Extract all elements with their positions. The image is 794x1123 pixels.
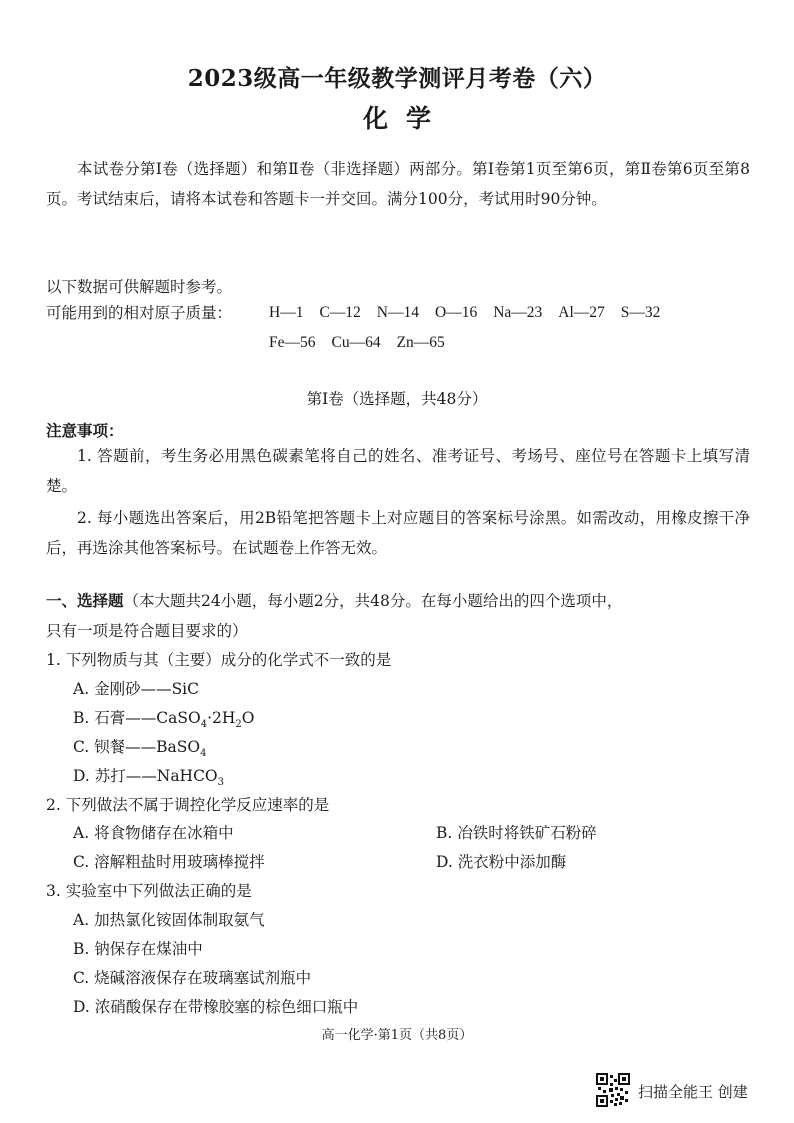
question-1-stem: 1. 下列物质与其（主要）成分的化学式不一致的是 [46, 651, 392, 669]
option-text: 钠保存在煤油中 [94, 940, 203, 958]
atomic-mass-item: Cu—64 [331, 334, 381, 351]
option-text: 浓硝酸保存在带橡胶塞的棕色细口瓶中 [94, 998, 359, 1016]
part1-heading: 第Ⅰ卷（选择题，共48分） [306, 390, 488, 408]
option-text: 金刚砂——SiC [94, 680, 199, 698]
option-text: 加热氯化铵固体制取氨气 [94, 911, 265, 929]
option-text: 冶铁时将铁矿石粉碎 [457, 824, 597, 842]
question-2-option-a [73, 822, 234, 844]
atomic-mass-item: O—16 [435, 304, 478, 321]
option-text: ·2H [207, 709, 236, 727]
atomic-mass-row-2 [269, 332, 461, 354]
atomic-mass-item: Al—27 [558, 304, 605, 321]
reference-note: 以下数据可供解题时参考。 [46, 278, 233, 296]
notice-item-2: 2. 每小题选出答案后，用2B铅笔把答题卡上对应题目的答案标号涂黑。如需改动，用橡皮擦干净后，再选涂其他答案标号。在试题卷上作答无效。 [46, 509, 750, 557]
atomic-mass-row-1 [269, 302, 676, 324]
atomic-mass-item: C—12 [319, 304, 361, 321]
atomic-mass-item: N—14 [376, 304, 419, 321]
question-1-option-d [73, 765, 224, 794]
option-letter: B. [73, 709, 90, 727]
option-letter: C. [73, 969, 90, 987]
exam-title: 2023级高一年级教学测评月考卷（六） [187, 65, 607, 92]
subscript: 4 [200, 748, 207, 760]
option-letter: C. [73, 853, 90, 871]
question-2-option-d [436, 851, 566, 873]
question-3-stem: 3. 实验室中下列做法正确的是 [46, 882, 252, 900]
question-3-option-c [73, 967, 311, 989]
option-text: 将食物储存在冰箱中 [94, 824, 234, 842]
option-letter: A. [73, 911, 90, 929]
notice-title: 注意事项： [46, 422, 124, 440]
option-letter: B. [73, 940, 90, 958]
scanner-watermark: 扫描全能王 创建 [638, 1083, 748, 1101]
subject-title: 化学 [362, 104, 449, 133]
option-text: O [241, 709, 255, 727]
option-text: 石膏——CaSO [94, 709, 201, 727]
option-letter: A. [73, 824, 90, 842]
atomic-mass-label: 可能用到的相对原子质量： [46, 304, 233, 322]
page-footer: 高一化学·第1页（共8页） [321, 1028, 473, 1043]
subscript: 2 [235, 719, 242, 731]
question-2-option-b [436, 822, 597, 844]
option-letter: A. [73, 680, 90, 698]
qr-code-icon [596, 1073, 630, 1107]
notice-item-1: 1. 答题前，考生务必用黑色碳素笔将自己的姓名、准考证号、考场号、座位号在答题卡上填写清楚。 [46, 447, 750, 495]
question-3-option-d [73, 996, 358, 1018]
option-text: 洗衣粉中添加酶 [457, 853, 567, 871]
atomic-mass-item: S—32 [620, 304, 661, 321]
question-1-option-c [73, 736, 207, 765]
section-1-label: 一、选择题 [46, 592, 124, 610]
option-letter: D. [436, 853, 453, 871]
option-text: 苏打——NaHCO [94, 767, 218, 785]
atomic-mass-item: H—1 [269, 304, 304, 321]
subscript: 3 [217, 777, 225, 789]
question-1-option-b [73, 707, 254, 736]
option-letter: D. [73, 767, 90, 785]
question-2-option-c [73, 851, 265, 873]
option-letter: B. [436, 824, 453, 842]
option-letter: D. [73, 998, 90, 1016]
atomic-mass-item: Zn—65 [396, 334, 445, 351]
question-3-option-b [73, 938, 203, 960]
question-3-option-a [73, 909, 265, 931]
option-letter: C. [73, 738, 90, 756]
option-text: 烧碱溶液保存在玻璃塞试剂瓶中 [94, 969, 312, 987]
atomic-mass-item: Na—23 [493, 304, 543, 321]
section-1-header [46, 590, 622, 612]
option-text: 钡餐——BaSO [94, 738, 201, 756]
question-2-stem: 2. 下列做法不属于调控化学反应速率的是 [46, 796, 330, 814]
atomic-mass-item: Fe—56 [269, 334, 316, 351]
section-1-desc: （本大题共24小题，每小题2分，共48分。在每小题给出的四个选项中， [123, 592, 623, 610]
subscript: 4 [200, 719, 208, 731]
section-1-desc-2: 只有一项是符合题目要求的） [46, 622, 248, 640]
option-text: 溶解粗盐时用玻璃棒搅拌 [94, 853, 265, 871]
intro-paragraph: 本试卷分第Ⅰ卷（选择题）和第Ⅱ卷（非选择题）两部分。第Ⅰ卷第1页至第6页，第Ⅱ卷第6页至第8页。考试结束后，请将本试卷和答题卡一并交回。满分100分，考试用时90分钟。 [46, 160, 750, 208]
question-1-option-a [73, 678, 199, 700]
